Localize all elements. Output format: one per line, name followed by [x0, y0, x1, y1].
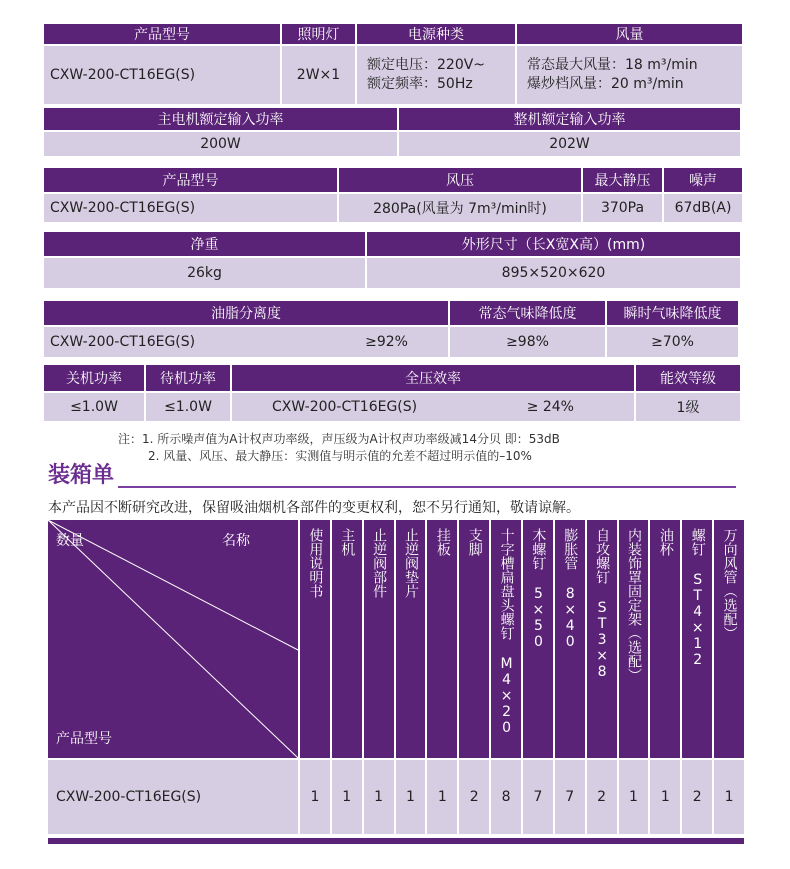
header-standby-power: 待机功率	[146, 365, 230, 391]
value-dimensions: 895×520×620	[367, 258, 740, 288]
value-power-type	[357, 46, 515, 104]
value-odor-instant: ≥70%	[607, 327, 738, 357]
value-model-3: CXW-200-CT16EG(S)	[50, 334, 196, 350]
packing-item-qty: 7	[555, 760, 585, 834]
header-model-2: 产品型号	[44, 168, 337, 192]
note-1: 注：1. 所示噪声值为A计权声功率级，声压级为A计权声功率级减14分贝 即：53dB	[118, 432, 560, 446]
spec-block-3	[44, 168, 740, 222]
header-air-pressure: 风压	[339, 168, 581, 192]
airflow-boost: 爆炒档风量：20 m³/min	[527, 76, 684, 92]
value-grease-separation	[44, 327, 448, 357]
rated-voltage: 额定电压：220V~	[367, 57, 486, 73]
value-odor-normal: ≥98%	[450, 327, 605, 357]
spec-block-1	[44, 24, 740, 104]
packing-item-header: 螺钉 ST4×12	[682, 520, 712, 758]
header-odor-normal: 常态气味降低度	[450, 301, 605, 325]
header-energy-grade: 能效等级	[636, 365, 740, 391]
corner-diagonal-lines	[48, 520, 298, 758]
packing-item-qty: 1	[714, 760, 744, 834]
packing-item-header: 支脚	[459, 520, 489, 758]
header-total-power: 整机额定输入功率	[399, 108, 740, 130]
value-lamp: 2W×1	[282, 46, 355, 104]
value-motor-power: 200W	[44, 132, 397, 156]
corner-model-label: 产品型号	[56, 731, 112, 747]
value-model: CXW-200-CT16EG(S)	[44, 46, 280, 104]
header-power-type: 电源种类	[357, 24, 515, 44]
header-airflow: 风量	[517, 24, 742, 44]
efficiency-value: ≥ 24%	[526, 399, 574, 415]
bottom-band	[48, 838, 744, 844]
rated-frequency: 额定频率：50Hz	[367, 76, 473, 92]
header-lamp: 照明灯	[282, 24, 355, 44]
packing-item-header: 油杯	[650, 520, 680, 758]
header-net-weight: 净重	[44, 232, 365, 256]
value-static-pressure: 370Pa	[583, 194, 662, 222]
spec-block-2	[44, 108, 740, 156]
packing-item-qty: 1	[332, 760, 362, 834]
packing-item-qty: 2	[459, 760, 489, 834]
header-grease-separation: 油脂分离度	[44, 301, 448, 325]
header-static-pressure: 最大静压	[583, 168, 662, 192]
value-standby-power: ≤1.0W	[146, 393, 230, 421]
packing-corner-header	[48, 520, 298, 758]
airflow-normal: 常态最大风量：18 m³/min	[527, 57, 698, 73]
corner-name-label: 名称	[222, 533, 250, 549]
packing-item-qty: 1	[427, 760, 457, 834]
packing-model-cell: CXW-200-CT16EG(S)	[48, 760, 298, 834]
packing-item-header: 使用说明书	[300, 520, 330, 758]
packing-item-qty: 1	[364, 760, 394, 834]
value-energy-grade: 1级	[636, 393, 740, 421]
header-dimensions: 外形尺寸（长X宽X高）(mm)	[367, 232, 740, 256]
header-noise: 噪声	[664, 168, 742, 192]
header-motor-power: 主电机额定输入功率	[44, 108, 397, 130]
value-model-2: CXW-200-CT16EG(S)	[44, 194, 337, 222]
value-airflow	[517, 46, 742, 104]
packing-item-header: 十字槽扁盘头螺钉 M4×20	[491, 520, 521, 758]
packing-item-qty: 2	[682, 760, 712, 834]
packing-item-qty: 1	[300, 760, 330, 834]
value-air-pressure: 280Pa(风量为 7m³/min时)	[339, 194, 581, 222]
value-off-power: ≤1.0W	[44, 393, 144, 421]
header-off-power: 关机功率	[44, 365, 144, 391]
value-model-4: CXW-200-CT16EG(S)	[272, 399, 418, 415]
spec-block-4	[44, 232, 740, 288]
packing-item-header: 膨胀管 8×40	[555, 520, 585, 758]
packing-item-qty: 2	[587, 760, 617, 834]
header-odor-instant: 瞬时气味降低度	[607, 301, 738, 325]
grease-separation-value: ≥92%	[365, 334, 408, 350]
title-underline	[118, 486, 736, 488]
packing-notice: 本产品因不断研究改进，保留吸油烟机各部件的变更权利，恕不另行通知，敬请谅解。	[48, 500, 580, 516]
spec-block-5	[44, 301, 740, 357]
packing-item-header: 自攻螺钉 ST3×8	[587, 520, 617, 758]
packing-item-qty: 1	[650, 760, 680, 834]
packing-item-qty: 1	[396, 760, 426, 834]
packing-item-qty: 8	[491, 760, 521, 834]
value-total-power: 202W	[399, 132, 740, 156]
packing-item-header: 止逆阀部件	[364, 520, 394, 758]
packing-item-header: 挂板	[427, 520, 457, 758]
packing-item-header: 万向风管（选配）	[714, 520, 744, 758]
packing-item-qty: 7	[523, 760, 553, 834]
note-2: 2. 风量、风压、最大静压：实测值与明示值的允差不超过明示值的–10%	[148, 449, 532, 463]
packing-item-qty: 1	[619, 760, 649, 834]
packing-item-header: 内装饰罩固定架（选配）	[619, 520, 649, 758]
packing-item-header: 木螺钉 5×50	[523, 520, 553, 758]
packing-table	[48, 520, 744, 834]
value-net-weight: 26kg	[44, 258, 365, 288]
header-total-pressure-efficiency: 全压效率	[232, 365, 634, 391]
packing-item-header: 止逆阀垫片	[396, 520, 426, 758]
spec-block-6	[44, 365, 740, 421]
header-model: 产品型号	[44, 24, 280, 44]
value-noise: 67dB(A)	[664, 194, 742, 222]
corner-qty-label: 数量	[56, 533, 84, 549]
packing-item-header: 主机	[332, 520, 362, 758]
value-efficiency	[232, 393, 634, 421]
packing-title: 装箱单	[48, 463, 115, 488]
